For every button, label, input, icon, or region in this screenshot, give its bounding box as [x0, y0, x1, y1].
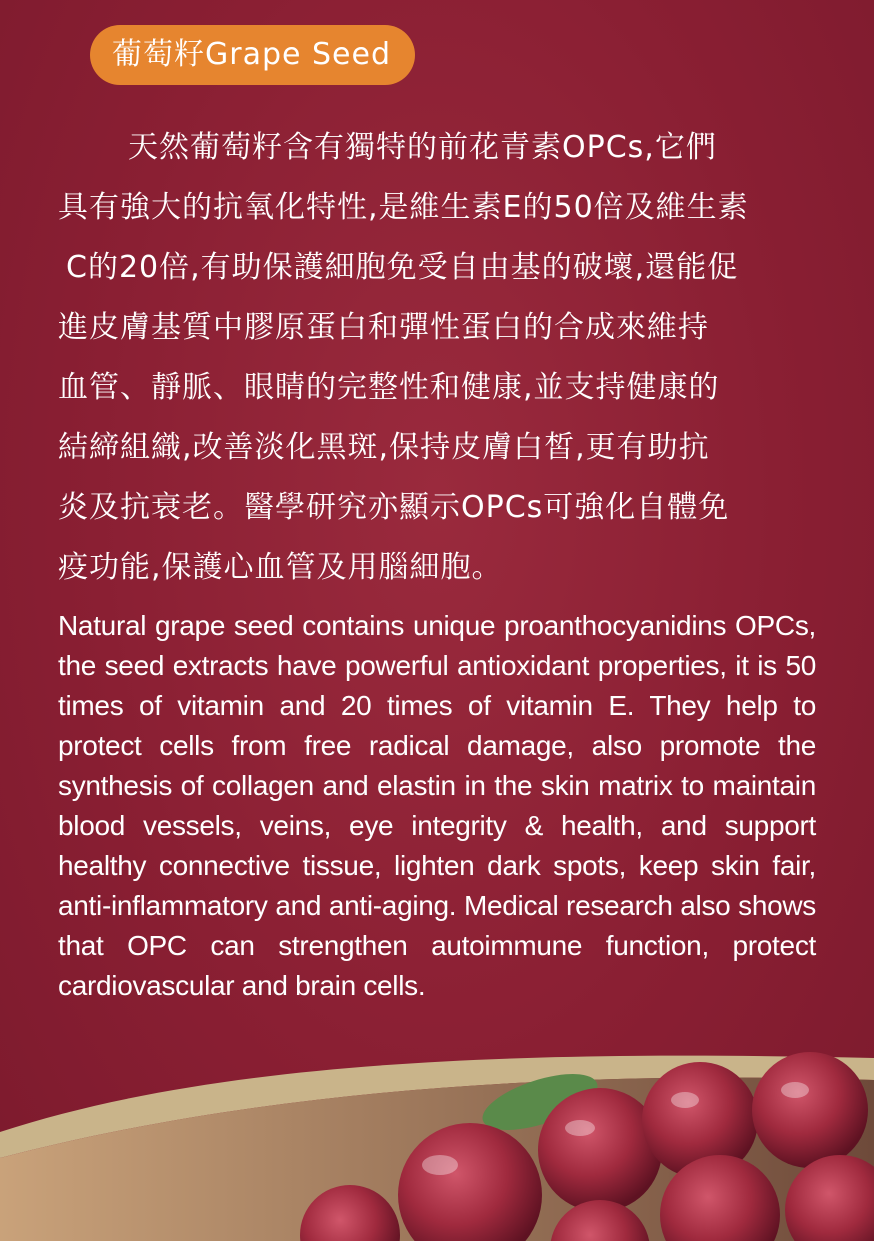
chinese-line: 血管、靜脈、眼睛的完整性和健康,並支持健康的 — [58, 370, 720, 405]
grape-highlight — [565, 1120, 595, 1136]
grape-highlight — [422, 1155, 458, 1175]
chinese-line: 疫功能,保護心血管及用腦細胞。 — [58, 550, 503, 585]
chinese-line: 具有強大的抗氧化特性,是維生素E的50倍及維生素 — [58, 190, 749, 225]
grape-highlight — [781, 1082, 809, 1098]
grape-photo-illustration — [0, 1040, 874, 1241]
section-title: 葡萄籽Grape Seed — [90, 25, 415, 85]
grape-highlight — [671, 1092, 699, 1108]
chinese-line: 進皮膚基質中膠原蛋白和彈性蛋白的合成來維持 — [58, 310, 709, 345]
chinese-line: 結締組織,改善淡化黑斑,保持皮膚白皙,更有助抗 — [58, 430, 710, 465]
grape — [538, 1088, 662, 1212]
chinese-paragraph — [58, 118, 848, 598]
grape — [752, 1052, 868, 1168]
chinese-line: 天然葡萄籽含有獨特的前花青素OPCs,它們 — [128, 130, 717, 165]
chinese-line: 炎及抗衰老。醫學研究亦顯示OPCs可強化自體免 — [58, 490, 730, 525]
english-paragraph: Natural grape seed contains unique proanthocyanidins OPCs, the seed extracts have powerful antioxidant properties, it is 50 times of vitamin and 20 times of vitamin E. They help to protect cells from free radical damage, also promote the synthesis of collagen and elastin in the skin matrix to maintain blood vessels, veins, eye integrity & health, and support healthy connective tissue, lighten dark spots, keep skin fair, anti-inflammatory and anti-aging. Medical research also shows that OPC can strengthen autoimmune function, protect cardiovascular and brain cells. — [58, 610, 816, 1001]
chinese-line: C的20倍,有助保護細胞免受自由基的破壞,還能促 — [66, 250, 739, 285]
